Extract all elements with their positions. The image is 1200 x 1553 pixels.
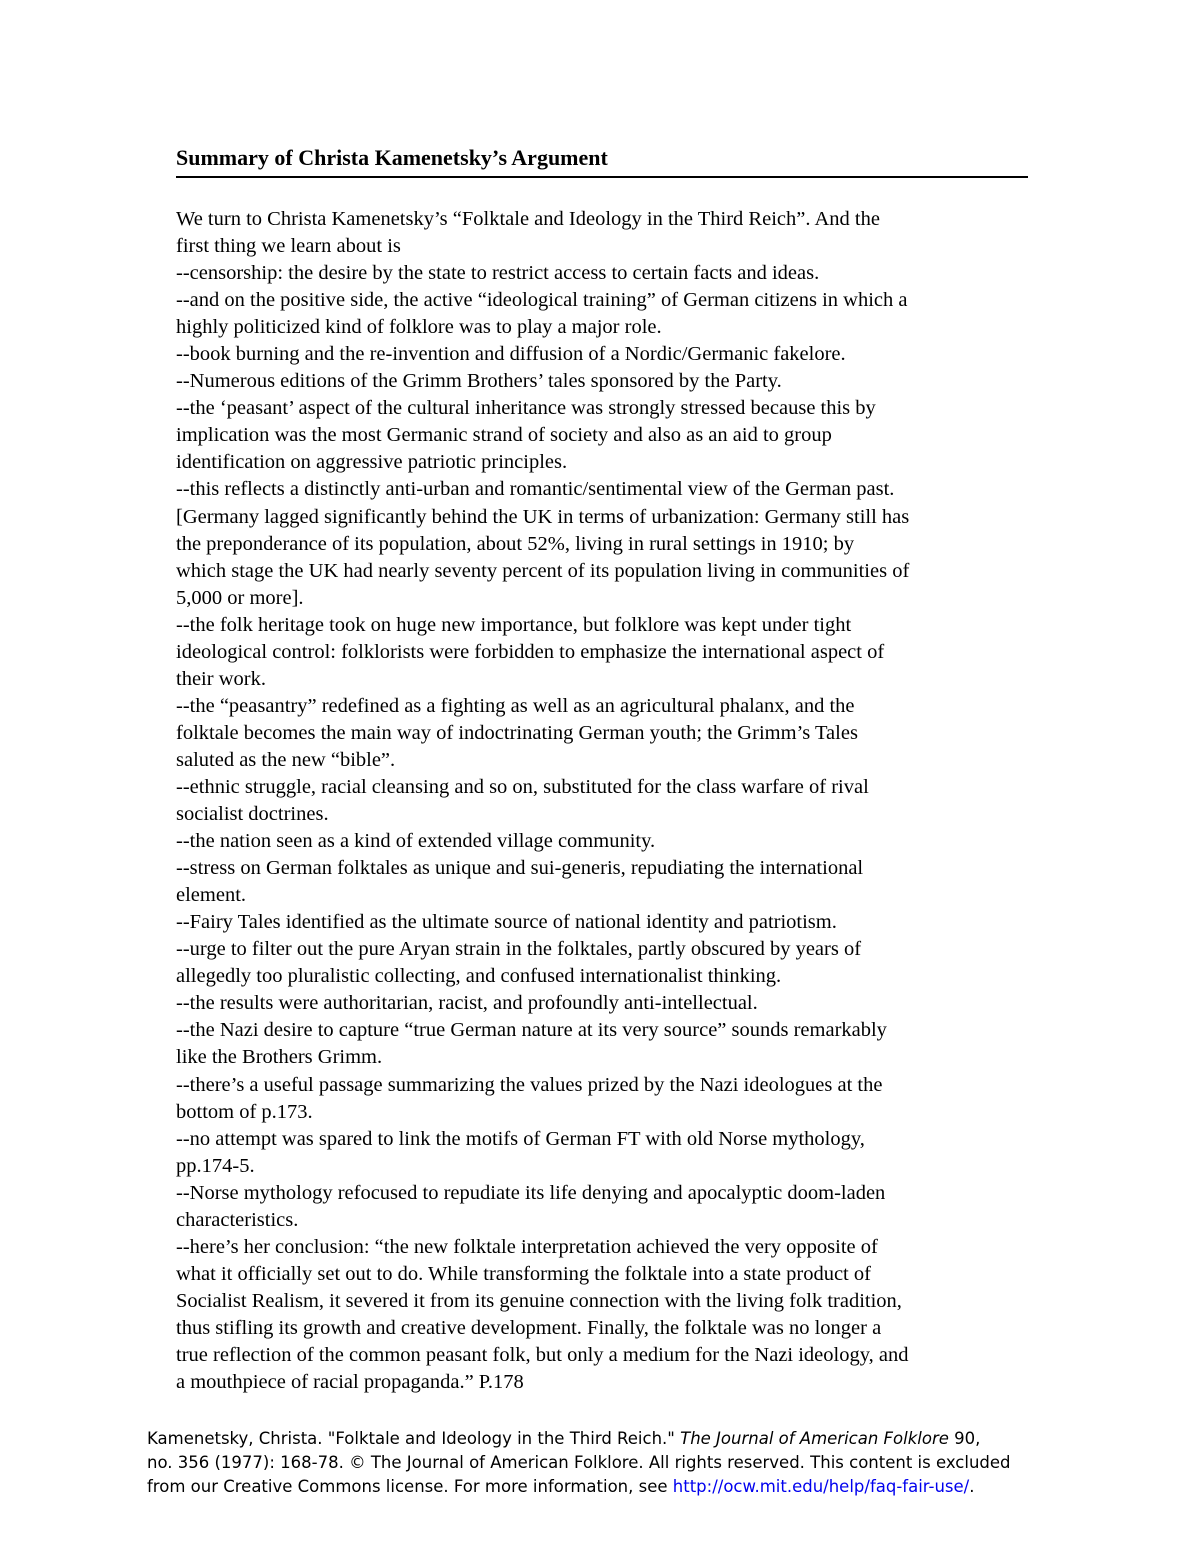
citation-line-2: no. 356 (1977): 168-78. © The Journal of American Folklore. All rights reserved. This content is excluded	[147, 1453, 1011, 1472]
body-line: which stage the UK had nearly seventy percent of its population living in communities of	[176, 559, 910, 582]
body-line: --stress on German folktales as unique and sui-generis, repudiating the international	[176, 857, 864, 880]
body-line: --Norse mythology refocused to repudiate its life denying and apocalyptic doom-laden	[176, 1181, 886, 1204]
citation-author-title: Kamenetsky, Christa. "Folktale and Ideology in the Third Reich."	[147, 1429, 681, 1448]
body-line: --here’s her conclusion: “the new folktale interpretation achieved the very opposite of	[176, 1235, 878, 1258]
body-line: --book burning and the re-invention and diffusion of a Nordic/Germanic fakelore.	[176, 343, 846, 366]
body-line: thus stifling its growth and creative development. Finally, the folktale was no longer a	[176, 1316, 882, 1339]
body-line: true reflection of the common peasant folk, but only a medium for the Nazi ideology, and	[176, 1343, 909, 1366]
document-body	[176, 206, 1036, 1396]
body-line: --the nation seen as a kind of extended village community.	[176, 830, 656, 853]
body-line: --Numerous editions of the Grimm Brothers’ tales sponsored by the Party.	[176, 370, 782, 393]
body-line: socialist doctrines.	[176, 803, 329, 826]
body-line: highly politicized kind of folklore was to play a major role.	[176, 316, 662, 339]
body-line: --the ‘peasant’ aspect of the cultural inheritance was strongly stressed because this by	[176, 397, 876, 420]
body-line: --and on the positive side, the active “ideological training” of German citizens in which a	[176, 289, 908, 312]
body-line: saluted as the new “bible”.	[176, 748, 396, 771]
body-line: --ethnic struggle, racial cleansing and so on, substituted for the class warfare of rival	[176, 775, 869, 798]
citation-volume: 90,	[948, 1429, 981, 1448]
body-line: element.	[176, 884, 247, 907]
body-line: --the results were authoritarian, racist, and profoundly anti-intellectual.	[176, 992, 758, 1015]
body-line: Socialist Realism, it severed it from its genuine connection with the living folk tradition,	[176, 1289, 902, 1312]
body-line: pp.174-5.	[176, 1154, 255, 1177]
body-line: --the folk heritage took on huge new importance, but folklore was kept under tight	[176, 613, 852, 636]
body-line: 5,000 or more].	[176, 586, 304, 609]
body-line: bottom of p.173.	[176, 1100, 313, 1123]
body-line: --urge to filter out the pure Aryan strain in the folktales, partly obscured by years of	[176, 938, 862, 961]
citation-footer	[147, 1427, 1107, 1499]
fair-use-link[interactable]: http://ocw.mit.edu/help/faq-fair-use/	[672, 1477, 970, 1496]
document-title: Summary of Christa Kamenetsky’s Argument	[176, 142, 1028, 178]
citation-line-3	[147, 1475, 1107, 1499]
body-line: characteristics.	[176, 1208, 299, 1231]
body-line: implication was the most Germanic strand of society and also as an aid to group	[176, 424, 832, 447]
body-line: identification on aggressive patriotic principles.	[176, 451, 568, 474]
body-line: their work.	[176, 667, 266, 690]
citation-end-period: .	[969, 1477, 975, 1496]
body-line: --Fairy Tales identified as the ultimate source of national identity and patriotism.	[176, 911, 837, 934]
body-line: a mouthpiece of racial propaganda.” P.178	[176, 1371, 524, 1394]
body-line: --this reflects a distinctly anti-urban and romantic/sentimental view of the German past.	[176, 478, 895, 501]
body-line: --censorship: the desire by the state to restrict access to certain facts and ideas.	[176, 262, 820, 285]
citation-line-1	[147, 1427, 1107, 1451]
body-line: --the “peasantry” redefined as a fighting as well as an agricultural phalanx, and the	[176, 694, 855, 717]
body-line: the preponderance of its population, about 52%, living in rural settings in 1910; by	[176, 532, 855, 555]
body-line: like the Brothers Grimm.	[176, 1046, 383, 1069]
body-line: folktale becomes the main way of indoctrinating German youth; the Grimm’s Tales	[176, 721, 858, 744]
body-line: what it officially set out to do. While transforming the folktale into a state product of	[176, 1262, 871, 1285]
body-line: We turn to Christa Kamenetsky’s “Folktale and Ideology in the Third Reich”. And the	[176, 208, 880, 230]
body-line: ideological control: folklorists were forbidden to emphasize the international aspect of	[176, 640, 885, 663]
citation-journal: The Journal of American Folklore	[680, 1429, 949, 1448]
body-line: --the Nazi desire to capture “true German nature at its very source” sounds remarkably	[176, 1019, 887, 1042]
body-line: --no attempt was spared to link the motifs of German FT with old Norse mythology,	[176, 1127, 865, 1150]
body-line: [Germany lagged significantly behind the UK in terms of urbanization: Germany still has	[176, 505, 910, 528]
body-line: allegedly too pluralistic collecting, and confused internationalist thinking.	[176, 965, 782, 988]
body-line: --there’s a useful passage summarizing the values prized by the Nazi ideologues at the	[176, 1073, 883, 1096]
citation-license-text: from our Creative Commons license. For more information, see	[147, 1477, 673, 1496]
body-line: first thing we learn about is	[176, 235, 401, 258]
